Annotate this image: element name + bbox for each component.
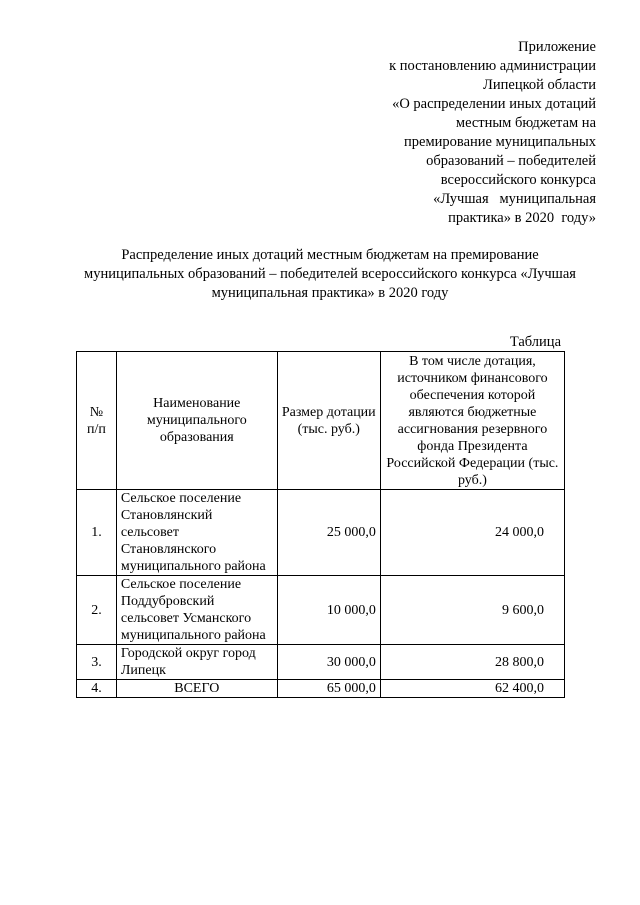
document-title bbox=[60, 246, 600, 303]
row-name: Сельское поселение Поддубровский сельсовет Усманского муниципального района bbox=[116, 576, 277, 645]
title-line: Распределение иных дотаций местным бюджетам на премирование bbox=[121, 247, 539, 263]
appendix-line: Приложение bbox=[518, 39, 596, 55]
appendix-line: местным бюджетам на bbox=[455, 115, 596, 131]
header-size: Размер дотации (тыс. руб.) bbox=[277, 352, 380, 490]
header-number-symbol: № bbox=[89, 404, 104, 420]
row-size: 65 000,0 bbox=[277, 680, 380, 698]
row-number: 2. bbox=[77, 576, 117, 645]
appendix-line: к постановлению администрации bbox=[389, 58, 596, 74]
row-name: Сельское поселение Становлянский сельсовет Становлянского муниципального района bbox=[116, 490, 277, 576]
table-row bbox=[77, 490, 565, 576]
row-size: 25 000,0 bbox=[277, 490, 380, 576]
row-reserve: 9 600,0 bbox=[380, 576, 564, 645]
row-number: 4. bbox=[77, 680, 117, 698]
row-name: Городской округ город Липецк bbox=[116, 645, 277, 680]
row-size: 30 000,0 bbox=[277, 645, 380, 680]
header-number bbox=[77, 352, 117, 490]
table-label: Таблица bbox=[509, 334, 561, 350]
appendix-line: практика» в 2020 году» bbox=[448, 210, 596, 226]
row-name: ВСЕГО bbox=[116, 680, 277, 698]
appendix-line: образований – победителей bbox=[426, 153, 596, 169]
appendix-line: «Лучшая муниципальная bbox=[433, 191, 596, 207]
appendix-line: всероссийского конкурса bbox=[440, 172, 596, 188]
row-number: 1. bbox=[77, 490, 117, 576]
table-total-row bbox=[77, 680, 565, 698]
header-reserve: В том числе дотация, источником финансового обеспечения которой являются бюджетные ассигнования резервного фонда Президента Российской Федерации (тыс. руб.) bbox=[380, 352, 564, 490]
table-row bbox=[77, 645, 565, 680]
header-name: Наименование муниципального образования bbox=[116, 352, 277, 490]
row-number: 3. bbox=[77, 645, 117, 680]
row-size: 10 000,0 bbox=[277, 576, 380, 645]
appendix-line: премирование муниципальных bbox=[404, 134, 596, 150]
title-line: муниципальная практика» в 2020 году bbox=[211, 285, 449, 301]
title-line: муниципальных образований – победителей всероссийского конкурса «Лучшая bbox=[84, 266, 576, 282]
row-reserve: 62 400,0 bbox=[380, 680, 564, 698]
subsidy-table bbox=[76, 351, 565, 698]
row-reserve: 28 800,0 bbox=[380, 645, 564, 680]
appendix-line: Липецкой области bbox=[483, 77, 596, 93]
table-row bbox=[77, 576, 565, 645]
header-number-abbr: п/п bbox=[87, 421, 106, 437]
appendix-line: «О распределении иных дотаций bbox=[392, 96, 596, 112]
row-reserve: 24 000,0 bbox=[380, 490, 564, 576]
table-header-row bbox=[77, 352, 565, 490]
appendix-block bbox=[356, 38, 596, 228]
